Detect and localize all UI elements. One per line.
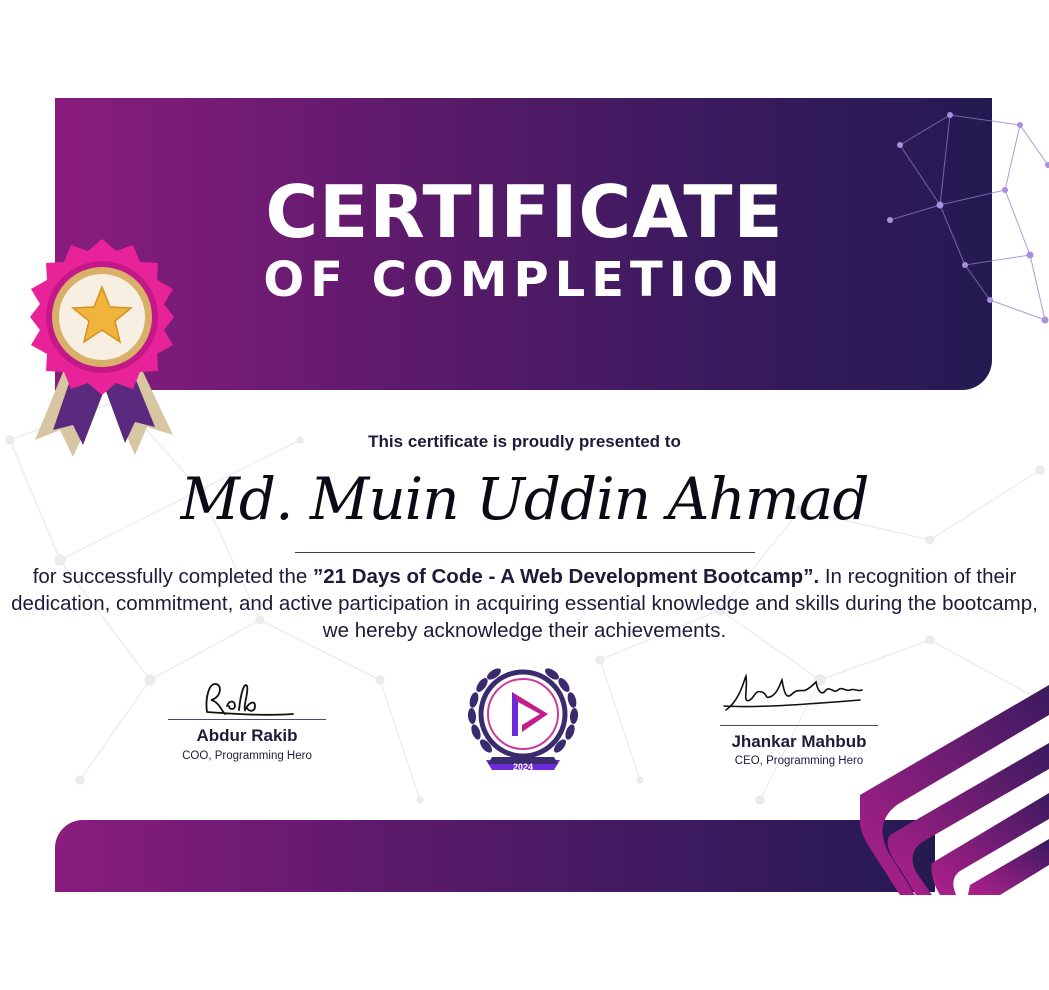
body-suffix: In recognition of their dedication, commitment, and active participation in acquiring essential knowledge and skills during the bootcamp, we hereby acknowledge their achievements. <box>11 565 1038 642</box>
certificate-title: CERTIFICATE <box>265 170 784 254</box>
signature-right-icon <box>720 670 865 715</box>
award-badge-icon <box>15 235 190 465</box>
signatory-right-name: Jhankar Mahbub <box>731 732 867 751</box>
bootcamp-emblem-icon <box>462 662 584 778</box>
signature-line-left <box>168 719 326 720</box>
signatory-right-role: CEO, Programming Hero <box>734 755 864 767</box>
recipient-name: Md. Muin Uddin Ahmad <box>180 465 869 533</box>
emblem-year: 2024 <box>512 762 534 772</box>
corner-stripes-decoration <box>860 685 1049 895</box>
signature-left-icon <box>195 676 295 718</box>
body-prefix: for successfully completed the <box>32 565 313 588</box>
course-title: ”21 Days of Code - A Web Development Bootcamp”. <box>313 565 820 588</box>
certificate-body <box>5 563 1044 644</box>
signatory-left-role: COO, Programming Hero <box>182 750 312 762</box>
presented-to-text: This certificate is proudly presented to <box>368 432 681 451</box>
certificate-subtitle: OF COMPLETION <box>263 252 786 308</box>
signatory-left-name: Abdur Rakib <box>196 726 298 745</box>
footer-band <box>55 820 935 892</box>
signature-line-right <box>720 725 878 726</box>
name-underline <box>295 552 755 553</box>
